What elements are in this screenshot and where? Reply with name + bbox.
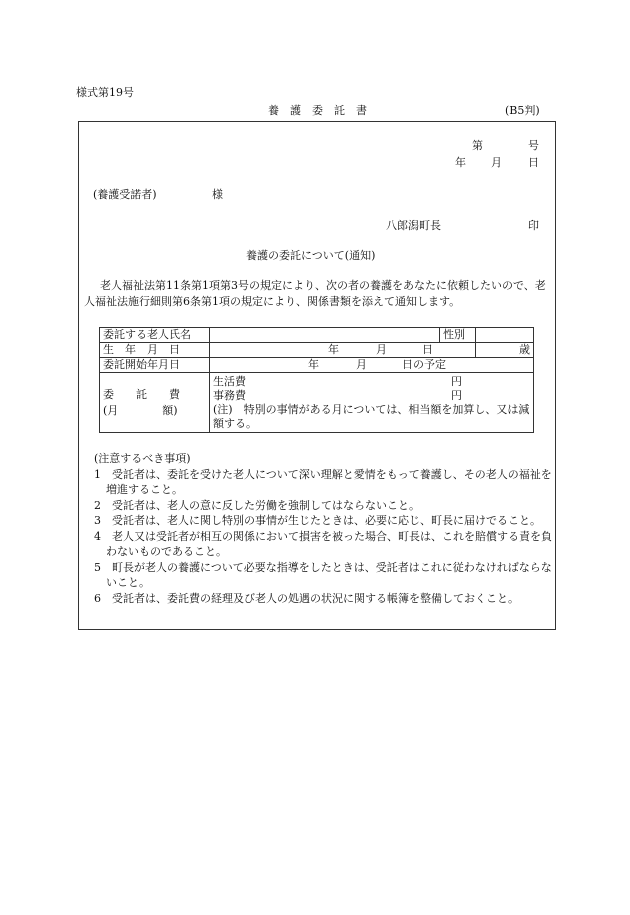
sender-name: 八郎潟町長 [386, 219, 441, 232]
living-label: 生活費 [213, 374, 246, 388]
doc-number-prefix: 第 [472, 139, 483, 152]
recipient-label: (養護受諾者) [93, 188, 157, 201]
doc-number-suffix: 号 [528, 139, 539, 152]
notes-heading: (注意するべき事項) [94, 452, 191, 465]
office-unit: 円 [451, 388, 462, 402]
row-birth [100, 343, 534, 358]
birth-month: 月 [376, 343, 387, 356]
office-row [213, 389, 530, 403]
age-cell: 歳 [476, 343, 534, 358]
office-label: 事務費 [213, 388, 246, 402]
fee-label-top: 委 託 費 [103, 387, 180, 401]
date-year: 年 [455, 156, 466, 169]
start-day-note: 日の予定 [402, 358, 446, 371]
living-unit: 円 [451, 374, 462, 388]
gender-label: 性別 [440, 328, 476, 343]
fee-detail-cell [210, 373, 534, 433]
seal-mark: 印 [528, 219, 539, 232]
body-paragraph: 老人福祉法第11条第1項第3号の規定により、次の者の養護をあなたに依頼したいので、老人福祉法施行細則第6条第1項の規定により、関係書類を添えて通知します。 [84, 279, 546, 308]
note-item: 3 受託者は、老人に関し特別の事情が生じたときは、必要に応じ、町長に届けでること。 [94, 514, 541, 527]
start-month: 月 [356, 358, 367, 371]
note-item: 2 受託者は、老人の意に反した労働を強制してはならないこと。 [94, 498, 420, 512]
paper-size-label: (B5判) [505, 104, 540, 117]
fee-note: (注) 特別の事情がある月については、相当額を加算し、又は減額する。 [213, 402, 530, 430]
fee-label-cell [100, 373, 210, 433]
notes-section [94, 451, 554, 606]
subject-line: 養護の委託について(通知) [246, 249, 376, 262]
info-table [99, 327, 534, 433]
birth-year: 年 [328, 343, 339, 356]
row-name [100, 328, 534, 343]
birth-label: 生 年 月 日 [100, 343, 210, 358]
living-row [213, 375, 530, 389]
row-fee [100, 373, 534, 433]
name-label: 委託する老人氏名 [100, 328, 210, 343]
note-item: 5 町長が老人の養護について必要な指導をしたときは、受託者はこれに従わなければならないこと。 [94, 560, 552, 589]
birth-date-cell [210, 343, 476, 358]
row-start [100, 358, 534, 373]
fee-label-bottom: (月 額) [103, 403, 178, 417]
note-item: 4 老人又は受託者が相互の関係において損害を被った場合、町長は、これを賠償する責を負わないものであること。 [94, 529, 552, 558]
date-month: 月 [491, 156, 502, 169]
start-label: 委託開始年月日 [100, 358, 210, 373]
recipient-honorific: 様 [212, 188, 223, 201]
name-value [210, 328, 440, 343]
note-item: 1 受託者は、委託を受けた老人について深い理解と愛情をもって養護し、その老人の福祉を増進すること。 [94, 467, 552, 496]
start-year: 年 [308, 358, 319, 371]
birth-day: 日 [422, 343, 433, 356]
form-number: 様式第19号 [76, 86, 134, 99]
note-item: 6 受託者は、委託費の経理及び老人の処遇の状況に関する帳簿を整備しておくこと。 [94, 591, 519, 605]
date-day: 日 [528, 156, 539, 169]
gender-value [476, 328, 534, 343]
document-title: 養 護 委 託 書 [268, 104, 367, 117]
start-date-cell [210, 358, 534, 373]
